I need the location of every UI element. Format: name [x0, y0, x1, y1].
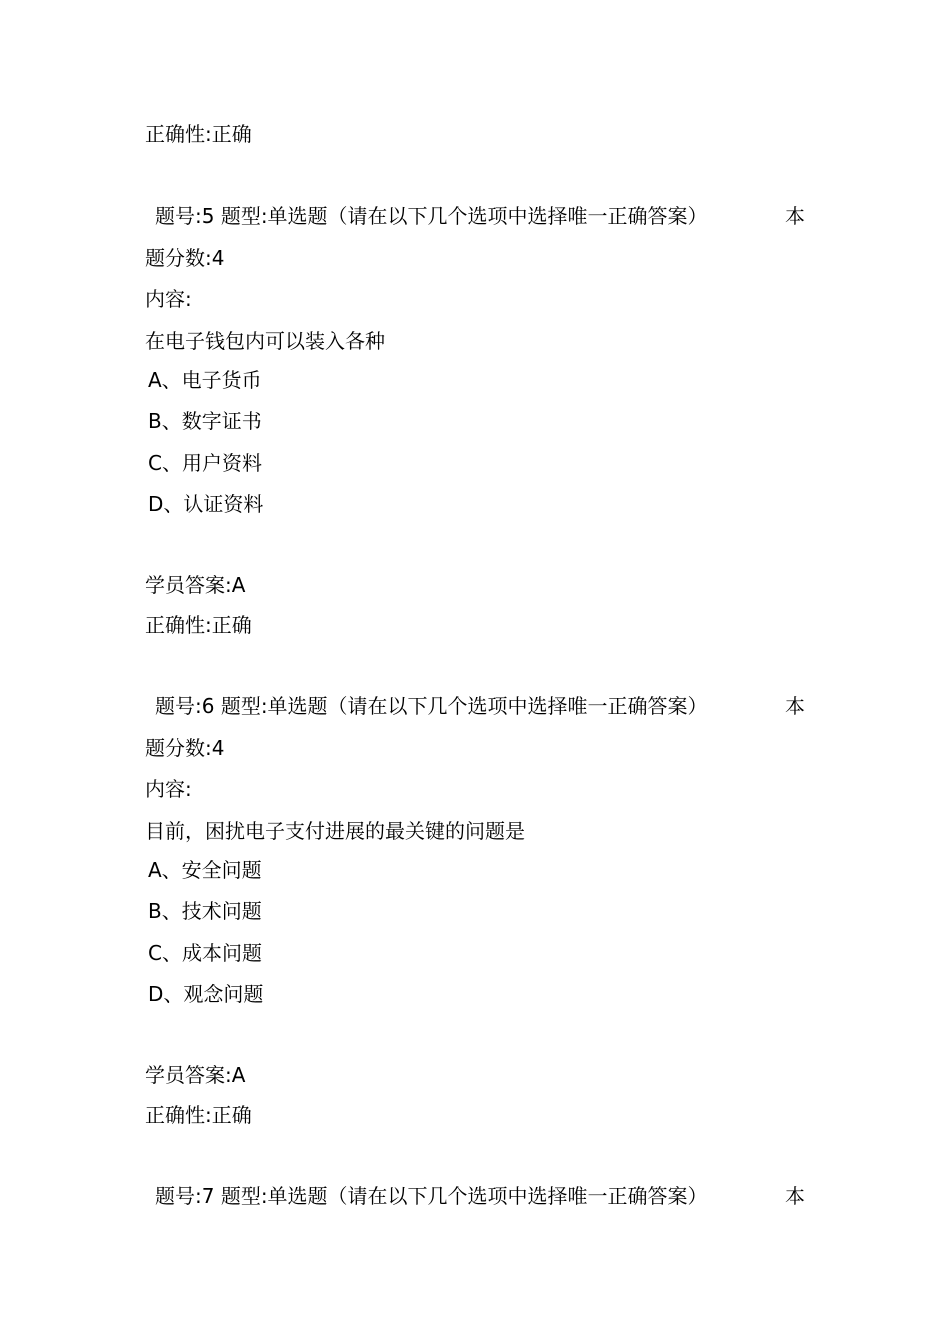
option-c: C、成本问题 — [148, 941, 262, 965]
student-answer: 学员答案:A — [145, 573, 246, 597]
question-header — [155, 694, 805, 718]
question-score: 题分数:4 — [145, 736, 225, 760]
question-score: 题分数:4 — [145, 246, 225, 270]
question-header-main: 题号:6 题型:单选题（请在以下几个选项中选择唯一正确答案） — [155, 694, 708, 718]
option-a: A、安全问题 — [148, 858, 262, 882]
content-label: 内容: — [145, 287, 192, 311]
question-header-tail: 本 — [785, 204, 805, 228]
correctness-line: 正确性:正确 — [145, 613, 252, 637]
question-header-main: 题号:5 题型:单选题（请在以下几个选项中选择唯一正确答案） — [155, 204, 708, 228]
question-header — [155, 204, 805, 228]
question-header — [155, 1184, 805, 1208]
question-header-tail: 本 — [785, 694, 805, 718]
question-header-tail: 本 — [785, 1184, 805, 1208]
option-b: B、技术问题 — [148, 899, 262, 923]
student-answer: 学员答案:A — [145, 1063, 246, 1087]
question-content: 在电子钱包内可以装入各种 — [145, 329, 385, 353]
correctness-line: 正确性:正确 — [145, 1103, 252, 1127]
question-content: 目前，困扰电子支付进展的最关键的问题是 — [145, 819, 525, 843]
option-d: D、观念问题 — [148, 982, 264, 1006]
option-d: D、认证资料 — [148, 492, 264, 516]
option-c: C、用户资料 — [148, 451, 262, 475]
option-a: A、电子货币 — [148, 368, 262, 392]
content-label: 内容: — [145, 777, 192, 801]
question-header-main: 题号:7 题型:单选题（请在以下几个选项中选择唯一正确答案） — [155, 1184, 708, 1208]
option-b: B、数字证书 — [148, 409, 262, 433]
correctness-line: 正确性:正确 — [145, 122, 252, 146]
